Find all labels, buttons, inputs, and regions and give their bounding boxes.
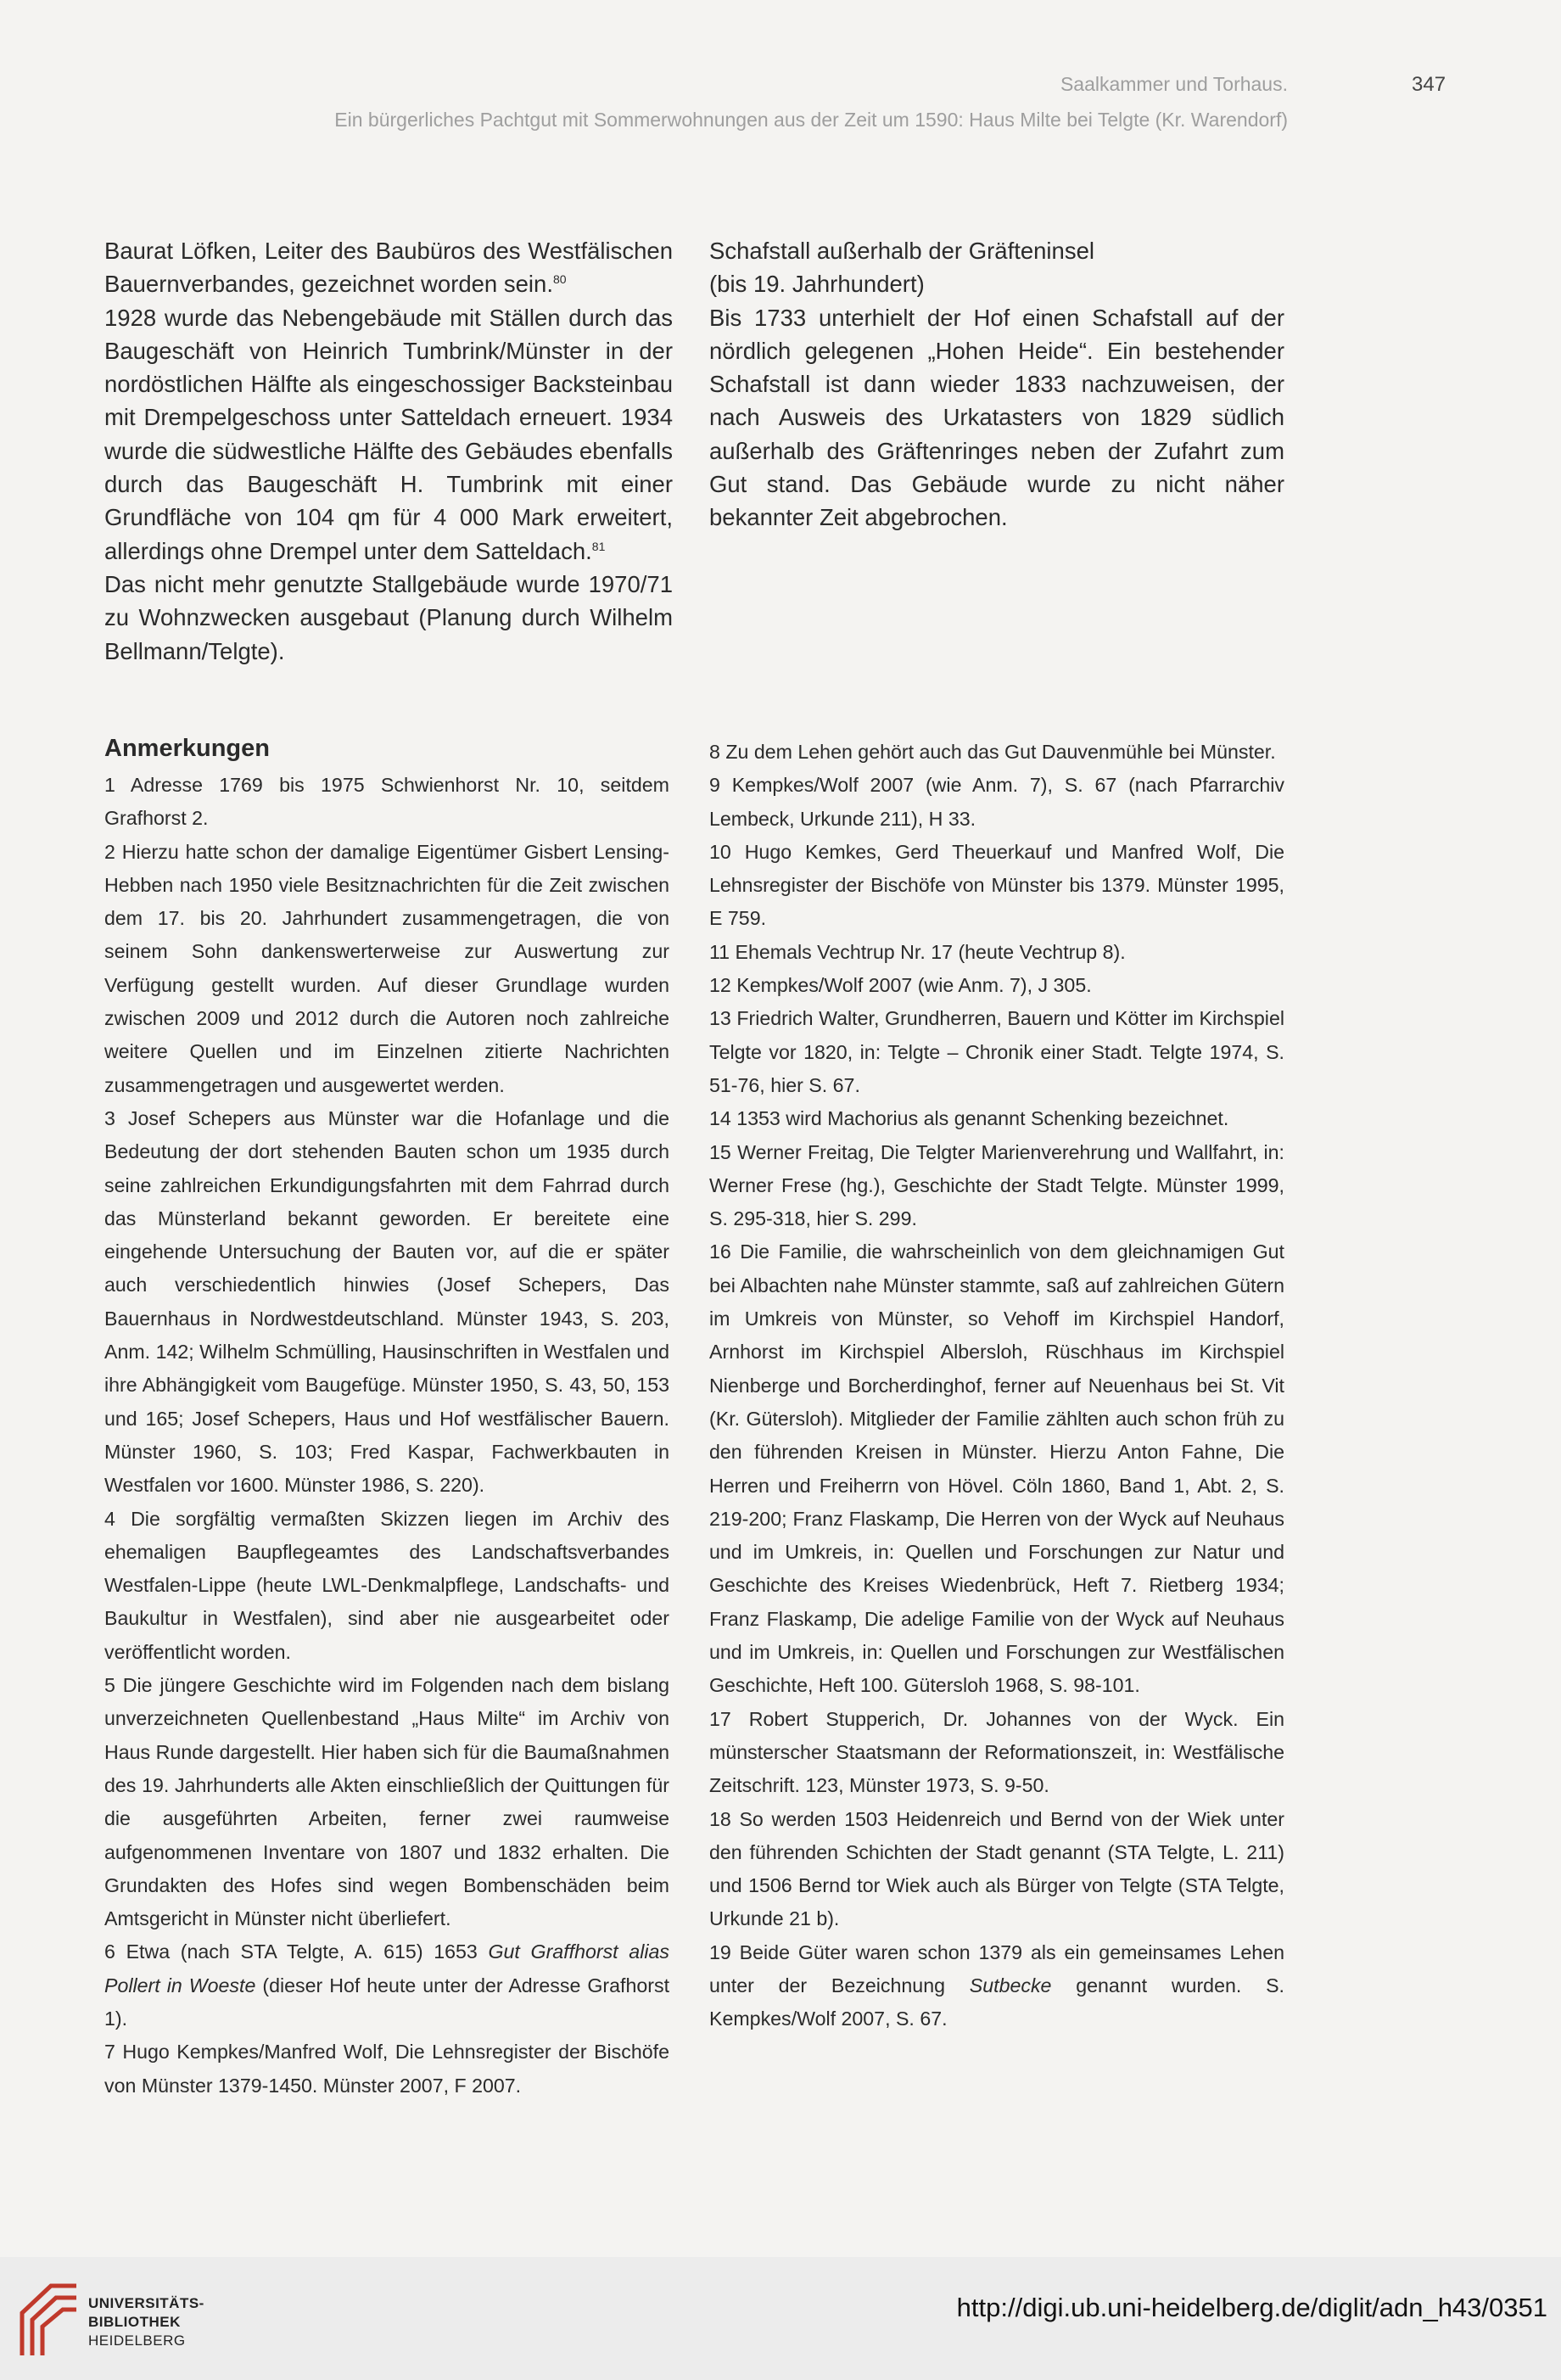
note-item: 15 Werner Freitag, Die Telgter Marienverehrung und Wallfahrt, in: Werner Frese (hg.), Geschichte der Stadt Telgte. Münster 1999, S. 295-318, hier S. 299. (709, 1140, 1284, 1230)
paragraph: Bis 1733 unterhielt der Hof einen Schafstall auf der nördlich gelegenen „Hohen Heide“. Ein bestehender Schafstall ist dann wieder 1833 nachzuweisen, der nach Ausweis des Urkatasters von 1829 südlich außerhalb des Gräftenringes neben der Zufahrt zum Gut stand. Das Gebäude wurde zu nicht näher bekannter Zeit abgebrochen. (709, 304, 1284, 531)
note-item (709, 1936, 1284, 2036)
footnote-ref: 81 (591, 539, 606, 553)
source-url-link[interactable]: http://digi.ub.uni-heidelberg.de/diglit/adn_h43/0351 (956, 2293, 1547, 2322)
page-number: 347 (1412, 73, 1446, 96)
paragraph-text: Baurat Löfken, Leiter des Baubüros des Westfälischen Bauernverbandes, gezeichnet worden sein. (104, 238, 673, 298)
library-name-line: HEIDELBERG (88, 2332, 186, 2349)
note-item: 2 Hierzu hatte schon der damalige Eigentümer Gisbert Lensing-Hebben nach 1950 viele Besitznachrichten für die Zeit zwischen dem 17. bis 20. Jahrhundert zusammengetragen, die von seinem Sohn dankenswerterweise zur Auswertung zur Verfügung gestellt wurden. Auf dieser Grundlage wurden zwischen 2009 und 2012 durch die Autoren noch zahlreiche weitere Quellen und im Einzelnen zitierte Nachrichten zusammengetragen und ausgewertet werden. (104, 840, 669, 1096)
footnote-ref: 80 (552, 272, 567, 287)
library-name (88, 2294, 204, 2350)
note-item: 1 Adresse 1769 bis 1975 Schwienhorst Nr. 10, seitdem Grafhorst 2. (104, 774, 669, 830)
note-item: 16 Die Familie, die wahrscheinlich von dem gleichnamigen Gut bei Albachten nahe Münster stammte, saß auf zahlreichen Gütern im Umkreis von Münster, so Vehoff im Kirchspiel Handorf, Arnhorst im Kirchspiel Albersloh, Rüschhaus im Kirchspiel Nienberge und Borcherdinghof, ferner auf Neuenhaus bei St. Vit (Kr. Gütersloh). Mitglieder der Familie zählten auch schon früh zu den führenden Kreisen in Münster. Hierzu Anton Fahne, Die Herren und Freiherrn von Hövel. Cöln 1860, Band 1, Abt. 2, S. 219-200; Franz Flaskamp, Die Herren von der Wyck auf Neuhaus und im Umkreis, in: Quellen und Forschungen zur Natur und Geschichte des Kreises Wiedenbrück, Heft 7. Rietberg 1934; Franz Flaskamp, Die adelige Familie von der Wyck auf Neuhaus und im Umkreis, in: Quellen und Forschungen zur Westfälischen Geschichte, Heft 100. Gütersloh 1968, S. 98-101. (709, 1240, 1284, 1697)
note-item: 10 Hugo Kemkes, Gerd Theuerkauf und Manfred Wolf, Die Lehnsregister der Bischöfe von Münster bis 1379. Münster 1995, E 759. (709, 840, 1284, 930)
note-item: 12 Kempkes/Wolf 2007 (wie Anm. 7), J 305. (709, 974, 1092, 997)
note-item: 5 Die jüngere Geschichte wird im Folgenden nach dem bislang unverzeichneten Quellenbestand „Haus Milte“ im Archiv von Haus Runde dargestellt. Hier haben sich für die Baumaßnahmen des 19. Jahrhunderts alle Akten einschließlich der Quittungen für die ausgeführten Arbeiten, ferner zwei raumweise aufgenommenen Inventare von 1807 und 1832 erhalten. Die Grundakten des Hofes sind wegen Bombenschäden beim Amtsgericht in Münster nicht überliefert. (104, 1674, 669, 1930)
note-item: 3 Josef Schepers aus Münster war die Hofanlage und die Bedeutung der dort stehenden Bauten schon um 1935 durch seine zahlreichen Erkundigungsfahrten mit dem Fahrrad durch das Münsterland bekannt geworden. Er bereitete eine eingehende Untersuchung der Bauten vor, auf die er später auch verschiedentlich hinwies (Josef Schepers, Das Bauernhaus in Nordwestdeutschland. Münster 1943, S. 203, Anm. 142; Wilhelm Schmülling, Hausinschriften in Westfalen und ihre Abhängigkeit vom Baugefüge. Münster 1950, S. 43, 50, 153 und 165; Josef Schepers, Haus und Hof westfälischer Bauern. Münster 1960, S. 103; Fred Kaspar, Fachwerkbauten in Westfalen vor 1600. Münster 1986, S. 220). (104, 1106, 669, 1497)
note-italic: Gut Graffhorst alias Pollert in Woeste (104, 1940, 669, 1996)
note-text: 6 Etwa (nach STA Telgte, A. 615) 1653 (104, 1940, 489, 1963)
note-text: (dieser Hof heute unter der Adresse Grafhorst 1). (104, 1974, 670, 2030)
ub-heidelberg-logo-icon (17, 2279, 81, 2360)
left-text-column (104, 234, 673, 668)
note-item (104, 1935, 669, 2036)
paragraph (104, 234, 673, 301)
running-header-title: Saalkammer und Torhaus. (1060, 73, 1288, 95)
right-text-column (709, 234, 1284, 535)
section-heading (709, 234, 1284, 301)
note-item: 7 Hugo Kempkes/Manfred Wolf, Die Lehnsregister der Bischöfe von Münster 1379-1450. Münster 2007, F 2007. (104, 2041, 669, 2097)
note-item: 17 Robert Stupperich, Dr. Johannes von der Wyck. Ein münsterscher Staatsmann der Reformationszeit, in: Westfälische Zeitschrift. 123, Münster 1973, S. 9-50. (709, 1707, 1284, 1797)
notes-heading: Anmerkungen (104, 735, 270, 762)
note-italic: Sutbecke (969, 1974, 1052, 1996)
note-text: genannt wurden. S. Kempkes/Wolf 2007, S. 67. (709, 1974, 1284, 2030)
note-text: 19 Beide Güter waren schon 1379 als ein gemeinsames Lehen unter der Bezeichnung (709, 1940, 1284, 1996)
notes-right-column (709, 736, 1284, 2036)
note-item: 9 Kempkes/Wolf 2007 (wie Anm. 7), S. 67 (nach Pfarrarchiv Lembeck, Urkunde 211), H 33. (709, 774, 1284, 830)
paragraph-text: 1928 wurde das Nebengebäude mit Ställen durch das Baugeschäft von Heinrich Tumbrink/Münster in der nordöstlichen Hälfte als eingeschossiger Backsteinbau mit Drempelgeschoss unter Satteldach erneuert. 1934 wurde die südwestliche Hälfte des Gebäudes ebenfalls durch das Baugeschäft H. Tumbrink mit einer Grundfläche von 104 qm für 4 000 Mark erweitert, allerdings ohne Drempel unter dem Satteldach. (104, 304, 673, 564)
note-item: 8 Zu dem Lehen gehört auch das Gut Dauvenmühle bei Münster. (709, 741, 1276, 763)
section-heading-line: (bis 19. Jahrhundert) (709, 271, 925, 298)
note-item: 18 So werden 1503 Heidenreich und Bernd von der Wiek unter den führenden Schichten der Stadt genannt (STA Telgte, L. 211) und 1506 Bernd tor Wiek auch als Bürger von Telgte (STA Telgte, Urkunde 21 b). (709, 1807, 1284, 1930)
library-name-line: BIBLIOTHEK (88, 2314, 181, 2330)
note-item: 4 Die sorgfältig vermaßten Skizzen liegen im Archiv des ehemaligen Baupflegeamtes des Landschaftsverbandes Westfalen-Lippe (heute LWL-Denkmalpflege, Landschafts- und Baukultur in Westfalen), sind aber nie ausgearbeitet oder veröffentlicht worden. (104, 1507, 669, 1663)
note-item: 13 Friedrich Walter, Grundherren, Bauern und Kötter im Kirchspiel Telgte vor 1820, in: Telgte – Chronik einer Stadt. Telgte 1974, S. 51-76, hier S. 67. (709, 1007, 1284, 1096)
note-item: 11 Ehemals Vechtrup Nr. 17 (heute Vechtrup 8). (709, 940, 1126, 963)
running-header-subtitle: Ein bürgerliches Pachtgut mit Sommerwohnungen aus der Zeit um 1590: Haus Milte bei Telgte (Kr. Warendorf) (334, 109, 1288, 131)
library-name-line: UNIVERSITÄTS- (88, 2295, 204, 2311)
note-item: 14 1353 wird Machorius als genannt Schenking bezeichnet. (709, 1107, 1229, 1130)
paragraph: Das nicht mehr genutzte Stallgebäude wurde 1970/71 zu Wohnzwecken ausgebaut (Planung durch Wilhelm Bellmann/Telgte). (104, 570, 673, 664)
notes-left-column (104, 769, 669, 2103)
paragraph (104, 301, 673, 568)
section-heading-line: Schafstall außerhalb der Gräfteninsel (709, 238, 1094, 264)
